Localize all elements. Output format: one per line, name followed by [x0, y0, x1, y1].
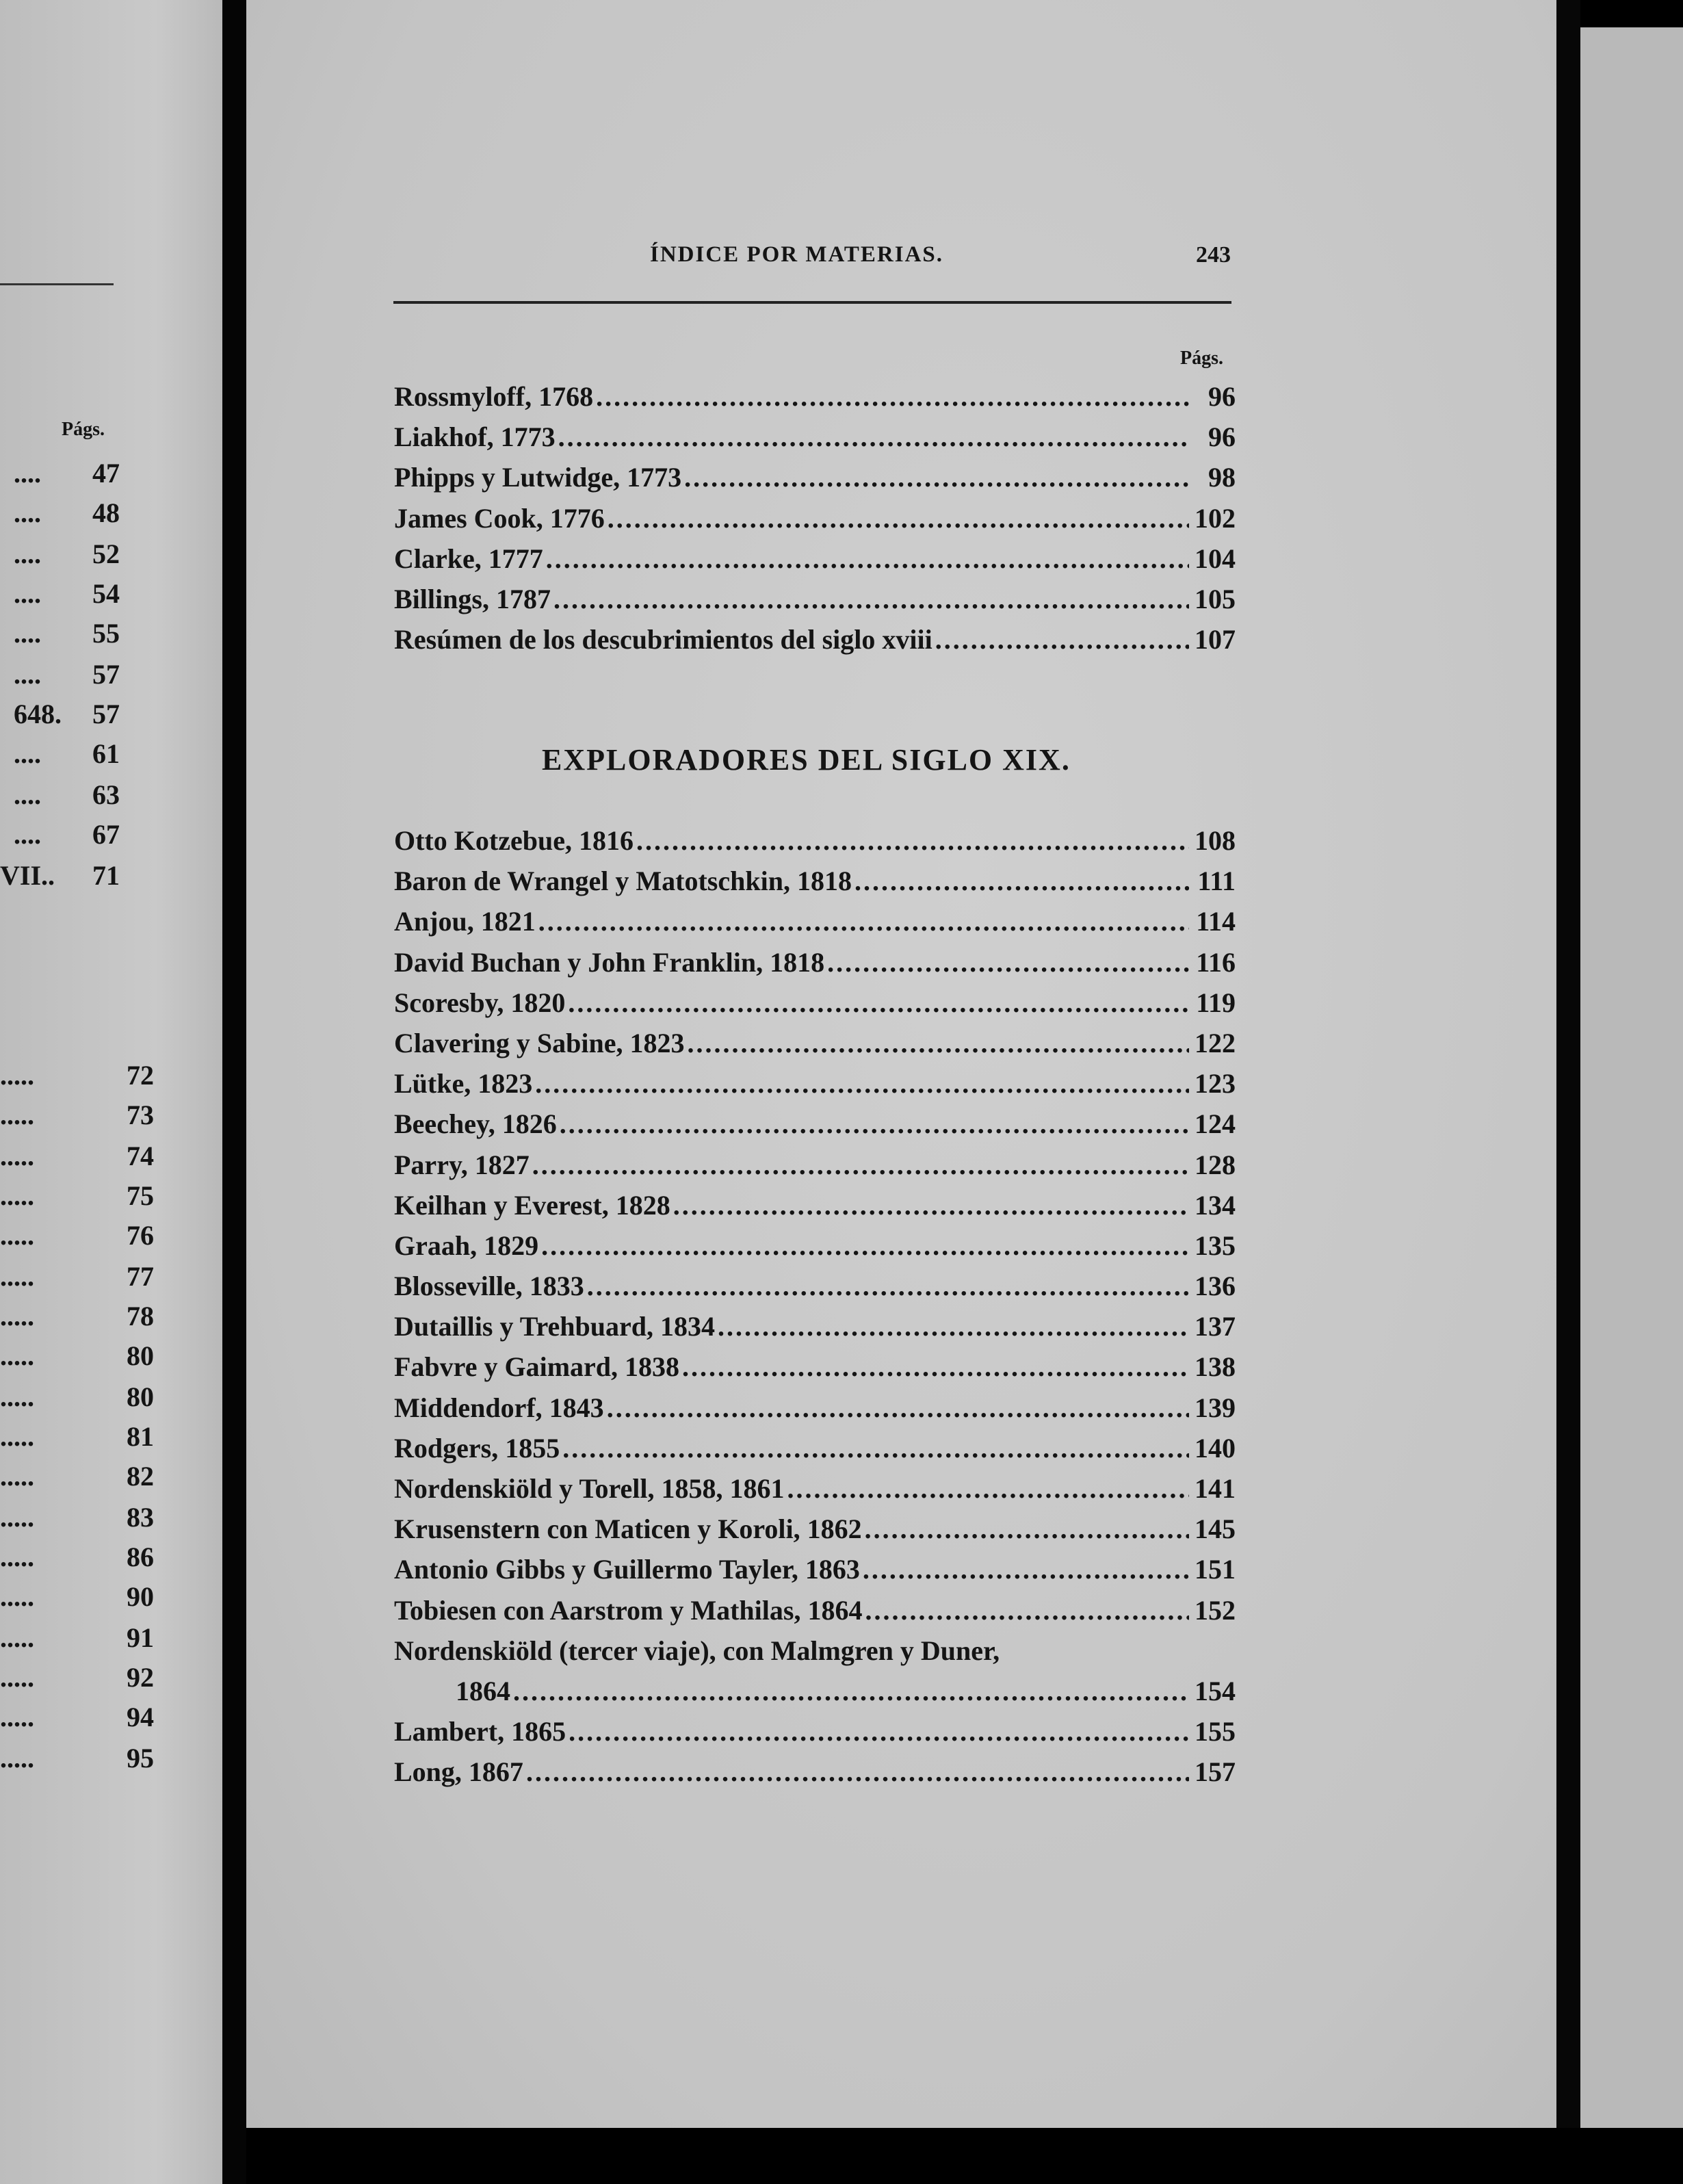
- left-row-text: .....: [0, 1542, 34, 1572]
- entry-title: Parry, 1827: [394, 1149, 530, 1180]
- left-row-text: .....: [0, 1381, 34, 1412]
- left-index-row: [0, 538, 168, 572]
- dot-leader: [608, 502, 1189, 534]
- entry-page-number: 154: [1195, 1675, 1236, 1706]
- entry-title: Nordenskiöld (tercer viaje), con Malmgren y Duner,: [394, 1635, 1000, 1666]
- left-row-page: 82: [127, 1461, 154, 1492]
- left-index-row: [0, 1420, 168, 1455]
- left-index-row: [0, 1661, 168, 1695]
- entry-page-number: 111: [1197, 866, 1236, 897]
- dot-leader: [546, 543, 1189, 575]
- next-page-strip: [1580, 27, 1683, 2148]
- left-index-row: [0, 779, 168, 813]
- left-row-page: 74: [127, 1141, 154, 1171]
- left-row-text: VII..: [0, 860, 55, 891]
- entry-title: Clarke, 1777: [394, 543, 543, 574]
- left-index-row: [0, 1340, 168, 1374]
- index-entry: [394, 946, 1236, 987]
- index-entry: [394, 1472, 1236, 1513]
- index-list-19th-century: [394, 824, 1236, 1797]
- left-row-page: 81: [127, 1421, 154, 1452]
- index-entry: [394, 1230, 1236, 1270]
- entry-title: Nordenskiöld y Torell, 1858, 1861: [394, 1473, 785, 1504]
- dot-leader: [513, 1675, 1189, 1707]
- entry-title: Scoresby, 1820: [394, 987, 566, 1018]
- left-index-row: [0, 1701, 168, 1735]
- dot-leader: [553, 583, 1189, 615]
- index-entry: [394, 461, 1236, 502]
- entry-title: Beechey, 1826: [394, 1108, 557, 1140]
- entry-page-number: 145: [1195, 1513, 1236, 1545]
- left-row-page: 52: [92, 538, 120, 569]
- entry-page-number: 96: [1208, 421, 1236, 453]
- dot-leader: [558, 421, 1189, 453]
- left-index-row: [0, 1581, 168, 1615]
- left-row-page: 55: [92, 618, 120, 649]
- dot-leader: [607, 1392, 1189, 1424]
- left-row-page: 57: [92, 659, 120, 690]
- dot-leader: [863, 1553, 1189, 1585]
- entry-page-number: 138: [1195, 1351, 1236, 1383]
- left-index-row: [0, 859, 168, 894]
- entry-title: Billings, 1787: [394, 583, 551, 614]
- left-row-page: 71: [92, 860, 120, 891]
- left-index-row: [0, 1219, 168, 1253]
- entry-title: Krusenstern con Maticen y Koroli, 1862: [394, 1513, 862, 1545]
- left-row-text: .....: [0, 1581, 34, 1612]
- index-list-18th-century: [394, 380, 1236, 664]
- left-index-row: [0, 658, 168, 692]
- dot-leader: [568, 987, 1189, 1019]
- entry-title: Clavering y Sabine, 1823: [394, 1027, 685, 1058]
- left-index-row: [0, 1501, 168, 1535]
- left-row-text: ....: [14, 779, 41, 810]
- dot-leader: [532, 1149, 1189, 1181]
- left-index-row: [0, 577, 168, 612]
- index-entry: [394, 1675, 1236, 1715]
- entry-page-number: 122: [1195, 1027, 1236, 1058]
- header-rule: [393, 301, 1231, 304]
- entry-title: Lambert, 1865: [394, 1716, 566, 1747]
- left-index-row: [0, 497, 168, 531]
- left-row-text: .....: [0, 1141, 34, 1171]
- left-index-row: [0, 1460, 168, 1494]
- left-row-page: 91: [127, 1622, 154, 1653]
- left-pags-label: Págs.: [62, 419, 105, 440]
- dot-leader: [865, 1594, 1189, 1626]
- entry-page-number: 124: [1195, 1108, 1236, 1140]
- index-entry: [394, 1067, 1236, 1108]
- entry-page-number: 135: [1195, 1230, 1236, 1261]
- entry-title: Middendorf, 1843: [394, 1392, 604, 1423]
- left-index-row: [0, 617, 168, 651]
- left-row-text: .....: [0, 1100, 34, 1130]
- dot-leader: [687, 1027, 1189, 1059]
- index-entry: [394, 543, 1236, 583]
- left-row-text: ....: [14, 578, 41, 609]
- left-index-row: [0, 818, 168, 853]
- left-row-page: 80: [127, 1381, 154, 1412]
- index-entry: [394, 1553, 1236, 1594]
- left-row-page: 67: [92, 819, 120, 850]
- index-entry: [394, 1108, 1236, 1148]
- entry-page-number: 139: [1195, 1392, 1236, 1423]
- entry-page-number: 116: [1196, 946, 1236, 978]
- left-row-page: 47: [92, 458, 120, 489]
- entry-title: Rodgers, 1855: [394, 1432, 560, 1464]
- left-row-page: 83: [127, 1502, 154, 1533]
- left-row-text: .....: [0, 1622, 34, 1653]
- left-row-page: 80: [127, 1340, 154, 1371]
- dot-leader: [684, 461, 1189, 493]
- left-index-row: [0, 457, 168, 491]
- index-entry: [394, 583, 1236, 623]
- dot-leader: [541, 1230, 1189, 1262]
- left-row-text: ....: [14, 538, 41, 569]
- left-index-row: [0, 1541, 168, 1575]
- left-row-text: .....: [0, 1421, 34, 1452]
- entry-page-number: 134: [1195, 1189, 1236, 1221]
- index-entry: [394, 865, 1236, 905]
- entry-title: Antonio Gibbs y Guillermo Tayler, 1863: [394, 1554, 860, 1585]
- dot-leader: [718, 1310, 1189, 1342]
- section-title: EXPLORADORES DEL SIGLO XIX.: [542, 743, 1071, 777]
- index-entry: [394, 1189, 1236, 1230]
- left-row-page: 63: [92, 779, 120, 810]
- entry-page-number: 136: [1195, 1271, 1236, 1302]
- entry-title: Otto Kotzebue, 1816: [394, 825, 634, 856]
- entry-page-number: 104: [1195, 543, 1236, 574]
- entry-page-number: 140: [1195, 1432, 1236, 1464]
- entry-title: Baron de Wrangel y Matotschkin, 1818: [394, 866, 852, 897]
- left-row-text: .....: [0, 1502, 34, 1533]
- left-row-text: ....: [14, 659, 41, 690]
- index-entry: [394, 1715, 1236, 1756]
- dot-leader: [935, 623, 1189, 655]
- index-entry: [394, 987, 1236, 1027]
- index-entry: [394, 1149, 1236, 1189]
- left-index-row: [0, 1059, 168, 1093]
- left-row-text: ....: [14, 738, 41, 769]
- index-entry: [394, 1270, 1236, 1310]
- left-row-text: .....: [0, 1301, 34, 1331]
- left-row-page: 57: [92, 699, 120, 729]
- dot-leader: [827, 946, 1189, 978]
- dot-leader: [569, 1715, 1189, 1747]
- dot-leader: [636, 824, 1189, 857]
- left-index-row: [0, 1140, 168, 1174]
- index-entry: [394, 1513, 1236, 1553]
- left-index-row: [0, 698, 168, 732]
- entry-page-number: 128: [1195, 1149, 1236, 1180]
- left-row-text: .....: [0, 1743, 34, 1773]
- left-header-rule: [0, 283, 114, 285]
- entry-page-number: 155: [1195, 1716, 1236, 1747]
- left-row-text: .....: [0, 1340, 34, 1371]
- entry-title: Long, 1867: [394, 1756, 523, 1788]
- left-row-text: .....: [0, 1261, 34, 1292]
- index-entry: [394, 1310, 1236, 1351]
- left-facing-page: [0, 0, 222, 2184]
- entry-page-number: 107: [1195, 624, 1236, 655]
- index-entry: [394, 380, 1236, 421]
- book-gutter: [222, 0, 246, 2184]
- left-row-text: .....: [0, 1180, 34, 1211]
- left-index-row: [0, 1099, 168, 1133]
- entry-page-number: 157: [1195, 1756, 1236, 1788]
- dot-leader: [526, 1756, 1189, 1788]
- page-number: 243: [1196, 242, 1231, 268]
- left-row-page: 73: [127, 1100, 154, 1130]
- entry-page-number: 98: [1208, 462, 1236, 493]
- entry-page-number: 108: [1195, 825, 1236, 856]
- dot-leader: [562, 1432, 1189, 1464]
- dot-leader: [587, 1270, 1189, 1302]
- left-row-text: .....: [0, 1461, 34, 1492]
- entry-title: Tobiesen con Aarstrom y Mathilas, 1864: [394, 1594, 863, 1626]
- entry-page-number: 137: [1195, 1311, 1236, 1342]
- dot-leader: [787, 1472, 1189, 1505]
- index-entry: [394, 1594, 1236, 1635]
- entry-title: Liakhof, 1773: [394, 421, 556, 453]
- left-index-row: [0, 1260, 168, 1295]
- dot-leader: [865, 1513, 1189, 1545]
- entry-title: Keilhan y Everest, 1828: [394, 1189, 670, 1221]
- left-row-text: ....: [14, 458, 41, 489]
- entry-title: Blosseville, 1833: [394, 1271, 584, 1302]
- left-row-text: .....: [0, 1220, 34, 1251]
- index-entry: [394, 1392, 1236, 1432]
- entry-page-number: 96: [1208, 381, 1236, 412]
- left-row-page: 76: [127, 1220, 154, 1251]
- entry-page-number: 114: [1196, 906, 1236, 937]
- left-row-text: .....: [0, 1060, 34, 1091]
- index-entry: [394, 623, 1236, 664]
- left-row-text: .....: [0, 1662, 34, 1693]
- left-row-text: .....: [0, 1702, 34, 1732]
- index-entry: [394, 1432, 1236, 1472]
- index-entry: [394, 502, 1236, 543]
- entry-title: Lütke, 1823: [394, 1068, 533, 1100]
- left-row-page: 61: [92, 738, 120, 769]
- running-header-title: ÍNDICE POR MATERIAS.: [650, 242, 944, 267]
- index-entry: [394, 1351, 1236, 1391]
- entry-title: Anjou, 1821: [394, 906, 536, 937]
- left-row-page: 75: [127, 1180, 154, 1211]
- left-row-page: 77: [127, 1261, 154, 1292]
- dot-leader: [535, 1067, 1189, 1100]
- left-index-row: [0, 738, 168, 772]
- entry-page-number: 119: [1196, 987, 1236, 1018]
- left-row-page: 95: [127, 1743, 154, 1773]
- scan-bottom-border: [246, 2128, 1683, 2184]
- left-index-row: [0, 1180, 168, 1214]
- entry-title: Graah, 1829: [394, 1230, 539, 1261]
- left-row-page: 90: [127, 1581, 154, 1612]
- entry-page-number: 123: [1195, 1068, 1236, 1100]
- dot-leader: [682, 1351, 1189, 1383]
- index-entry: [394, 824, 1236, 865]
- left-row-page: 72: [127, 1060, 154, 1091]
- index-entry: [394, 421, 1236, 461]
- left-row-page: 48: [92, 497, 120, 528]
- entry-page-number: 141: [1195, 1473, 1236, 1504]
- pags-column-label: Págs.: [1180, 348, 1223, 369]
- left-row-page: 78: [127, 1301, 154, 1331]
- dot-leader: [854, 865, 1189, 897]
- dot-leader: [538, 905, 1189, 937]
- left-row-text: ....: [14, 819, 41, 850]
- left-row-page: 86: [127, 1542, 154, 1572]
- left-row-text: ....: [14, 618, 41, 649]
- left-index-row: [0, 1300, 168, 1334]
- entry-title: Fabvre y Gaimard, 1838: [394, 1351, 680, 1383]
- entry-page-number: 151: [1195, 1554, 1236, 1585]
- entry-title: Rossmyloff, 1768: [394, 381, 594, 412]
- left-row-text: 648.: [14, 699, 62, 729]
- left-row-text: ....: [14, 497, 41, 528]
- entry-title: Resúmen de los descubrimientos del siglo xviii: [394, 624, 932, 655]
- entry-title: James Cook, 1776: [394, 502, 605, 534]
- entry-title: 1864: [456, 1675, 510, 1706]
- left-row-page: 92: [127, 1662, 154, 1693]
- dot-leader: [560, 1108, 1189, 1140]
- index-entry: [394, 1635, 1236, 1675]
- index-entry: [394, 1756, 1236, 1796]
- entry-page-number: 152: [1195, 1594, 1236, 1626]
- left-row-page: 94: [127, 1702, 154, 1732]
- entry-page-number: 102: [1195, 502, 1236, 534]
- index-entry: [394, 1027, 1236, 1067]
- entry-title: Dutaillis y Trehbuard, 1834: [394, 1311, 715, 1342]
- left-index-row: [0, 1381, 168, 1415]
- left-index-row: [0, 1742, 168, 1776]
- dot-leader: [596, 380, 1189, 413]
- left-row-page: 54: [92, 578, 120, 609]
- entry-page-number: 105: [1195, 583, 1236, 614]
- page-edge-shadow: [1556, 0, 1580, 2184]
- dot-leader: [673, 1189, 1189, 1221]
- index-entry: [394, 905, 1236, 946]
- entry-title: David Buchan y John Franklin, 1818: [394, 946, 825, 978]
- left-index-row: [0, 1622, 168, 1656]
- entry-title: Phipps y Lutwidge, 1773: [394, 462, 682, 493]
